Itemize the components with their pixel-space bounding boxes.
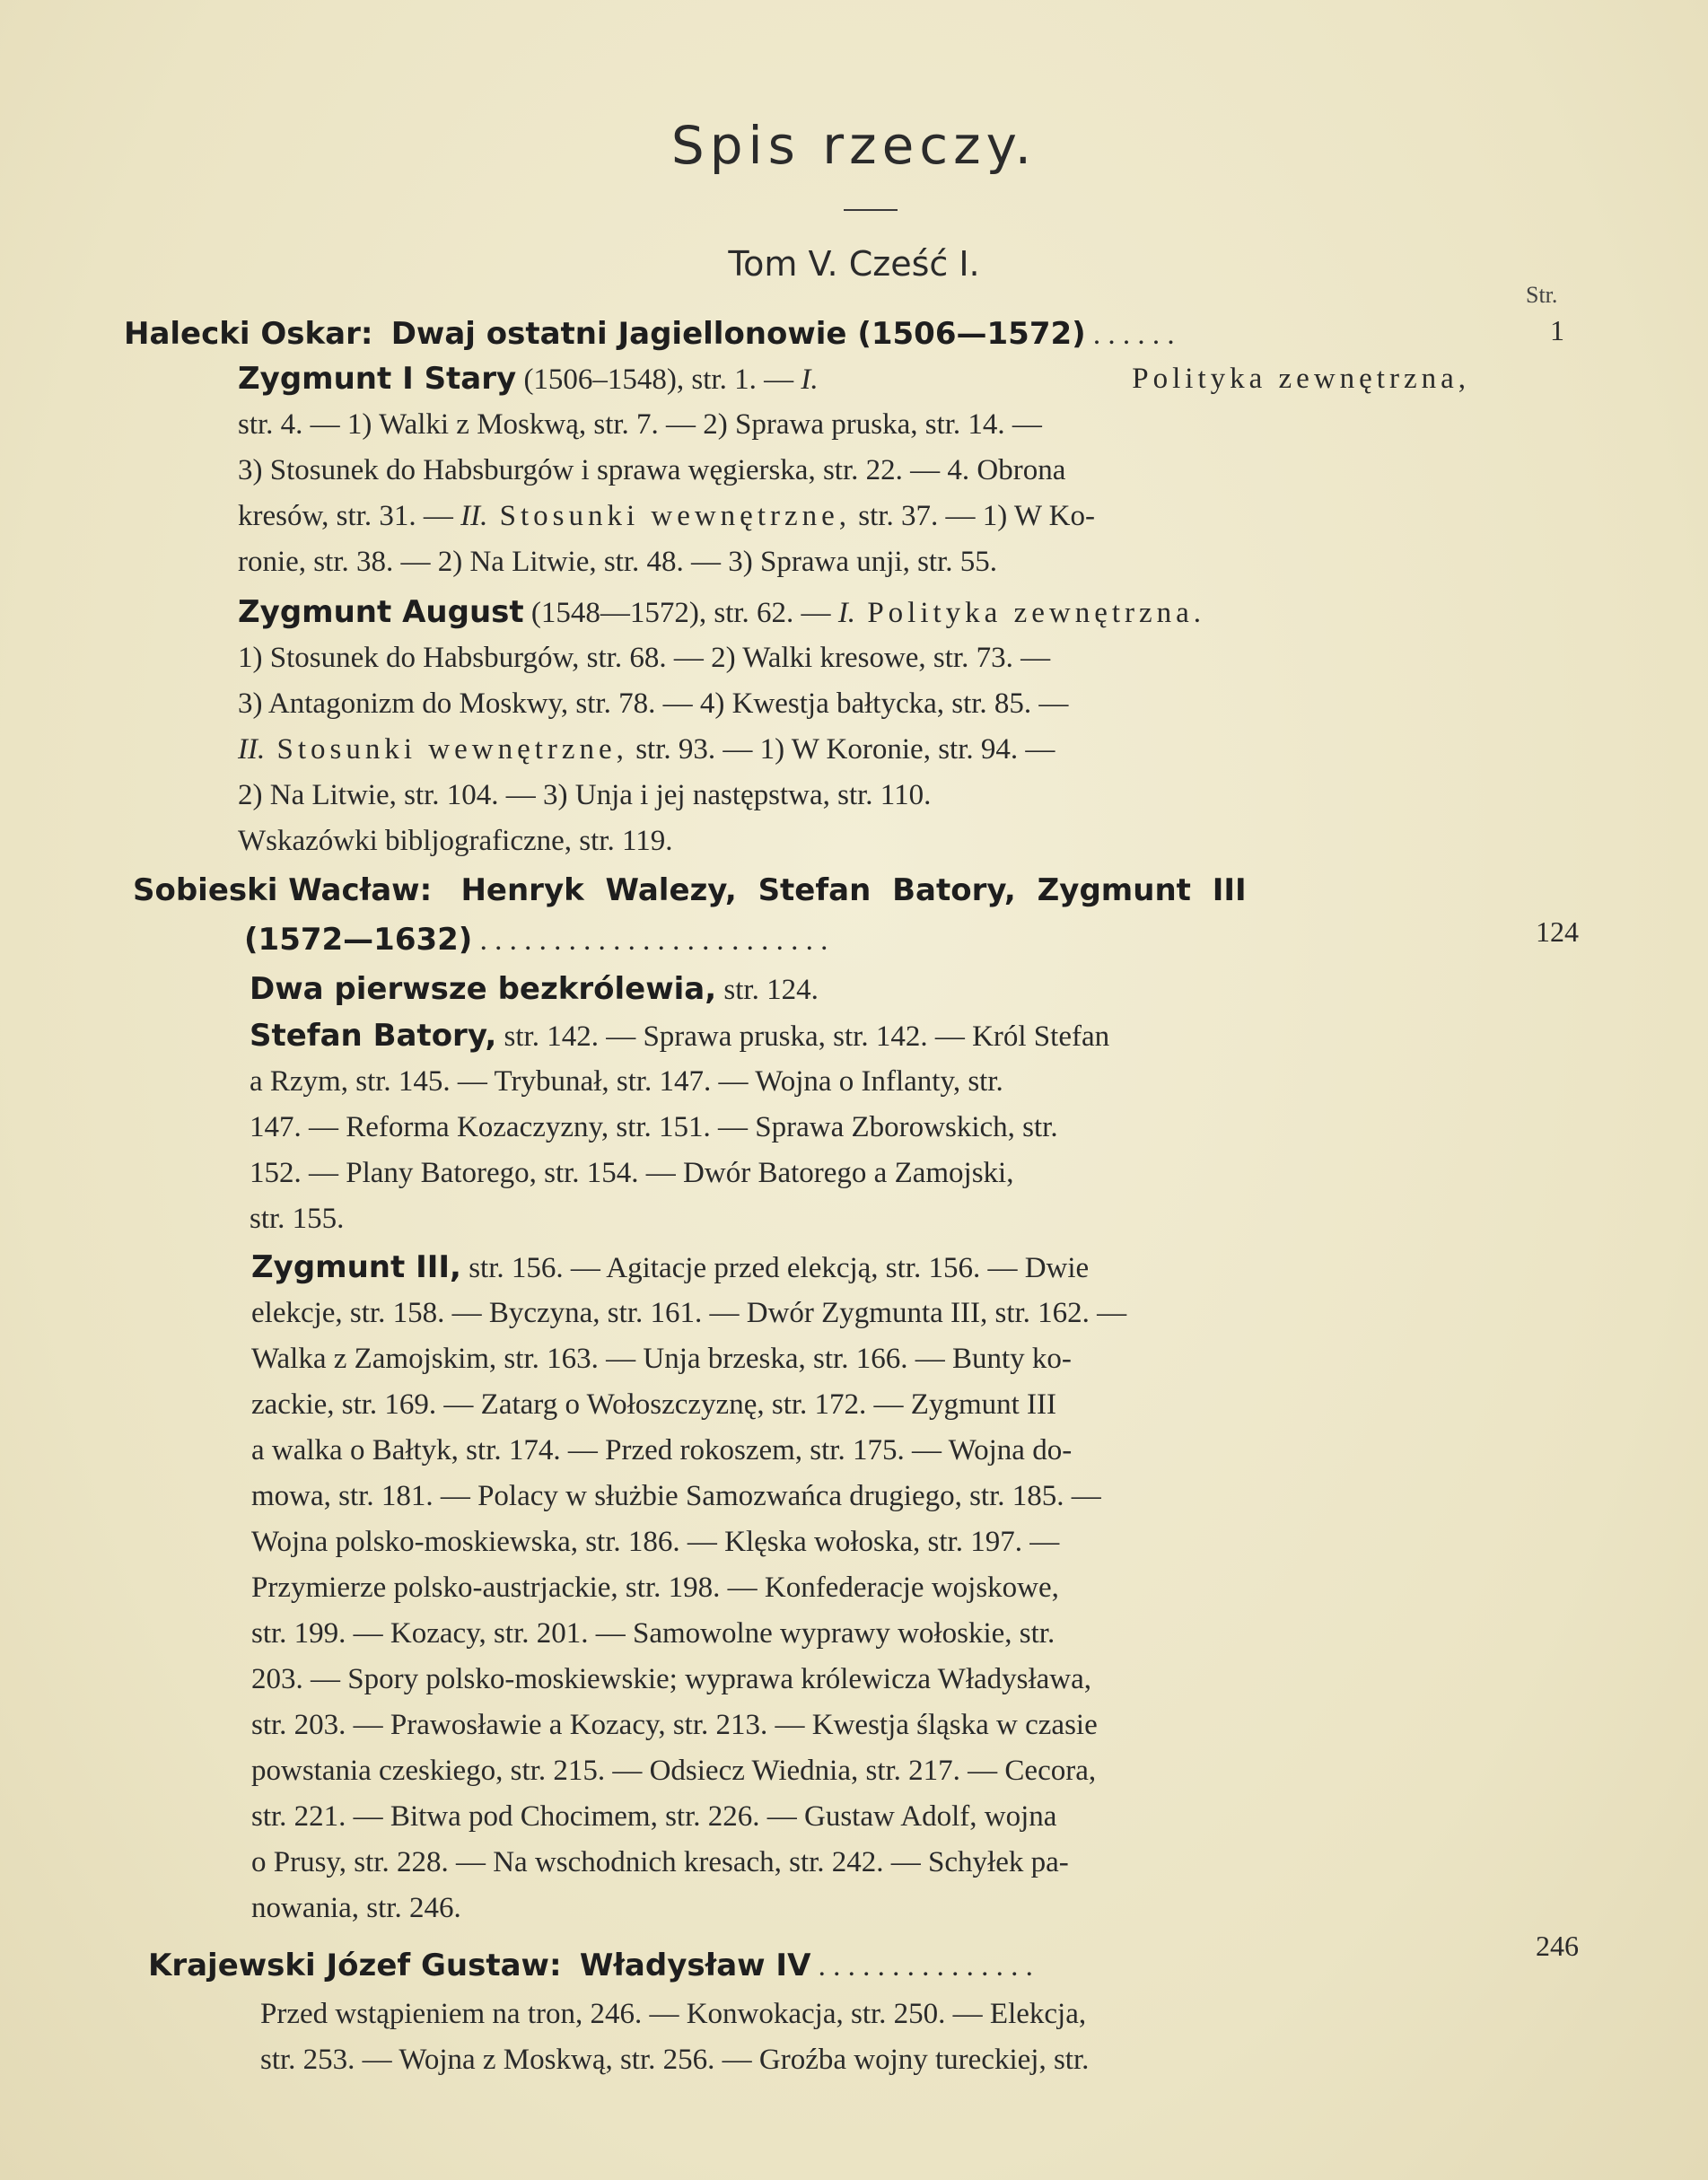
toc-text: (1548—1572), str. 62. — xyxy=(523,597,838,629)
roman-numeral: II. xyxy=(460,500,488,532)
toc-line: 152. — Plany Batorego, str. 154. — Dwór Batorego a Zamojski, xyxy=(250,1157,1014,1189)
toc-text: str. 156. — Agitacje przed elekcją, str. 156. — Dwie xyxy=(460,1252,1090,1284)
roman-numeral: I. xyxy=(801,363,819,396)
toc-line xyxy=(238,592,1470,633)
entry-title-continued: (1572—1632) xyxy=(244,922,473,958)
toc-line: str. 199. — Kozacy, str. 201. — Samowolne wyprawy wołoskie, str. xyxy=(251,1617,1055,1650)
entry-title: Henryk Walezy, Stefan Batory, Zygmunt III xyxy=(460,872,1247,908)
toc-line xyxy=(238,730,1055,769)
section-heading: Zygmunt I Stary xyxy=(238,361,517,397)
toc-line: 3) Antagonizm do Moskwy, str. 78. — 4) Kwestja bałtycka, str. 85. — xyxy=(238,687,1069,720)
toc-line: 3) Stosunek do Habsburgów i sprawa węgierska, str. 22. — 4. Obrona xyxy=(238,454,1066,486)
toc-line xyxy=(244,920,1474,960)
toc-line xyxy=(251,1248,1089,1288)
toc-line: Przed wstąpieniem na tron, 246. — Konwokacja, str. 250. — Elekcja, xyxy=(260,1998,1087,2030)
toc-line: str. 4. — 1) Walki z Moskwą, str. 7. — 2) Sprawa pruska, str. 14. — xyxy=(238,408,1042,441)
toc-text: str. 124. xyxy=(716,974,819,1006)
toc-text: (1506–1548), str. 1. — xyxy=(516,363,801,396)
section-heading: Stefan Batory, xyxy=(250,1018,497,1054)
roman-numeral: II. xyxy=(238,733,266,766)
toc-entry-sobieski xyxy=(133,871,1475,911)
toc-line: ronie, str. 38. — 2) Na Litwie, str. 48. — 3) Sprawa unji, str. 55. xyxy=(238,546,997,578)
toc-line: 203. — Spory polsko-moskiewskie; wyprawa królewicza Władysława, xyxy=(251,1663,1092,1695)
entry-title: Władysław IV xyxy=(579,1948,811,1983)
subsection-heading: Stosunki wewnętrzne, xyxy=(265,733,628,766)
toc-line: 147. — Reforma Kozaczyzny, str. 151. — Sprawa Zborowskich, str. xyxy=(250,1111,1058,1143)
toc-line: a walka o Bałtyk, str. 174. — Przed rokoszem, str. 175. — Wojna do- xyxy=(251,1434,1073,1466)
toc-line: 1) Stosunek do Habsburgów, str. 68. — 2) Walki kresowe, str. 73. — xyxy=(238,642,1051,674)
toc-line: Przymierze polsko-austrjackie, str. 198. — Konfederacje wojskowe, xyxy=(251,1572,1059,1604)
dot-leaders: . . . . . . . . . . . . . . . xyxy=(810,1950,1033,1983)
title-divider xyxy=(844,209,898,211)
section-heading: Dwa pierwsze bezkrólewia, xyxy=(250,971,717,1007)
roman-numeral: I. xyxy=(837,597,856,629)
page-number: 1 xyxy=(1550,314,1564,346)
toc-line: Walka z Zamojskim, str. 163. — Unja brzeska, str. 166. — Bunty ko- xyxy=(251,1343,1072,1375)
section-heading: Zygmunt III, xyxy=(251,1249,461,1285)
dot-leaders: . . . . . . xyxy=(1085,319,1175,351)
page-number: 246 xyxy=(1536,1930,1579,1962)
entry-author: Halecki Oskar: xyxy=(124,316,373,352)
toc-entry-halecki xyxy=(124,314,1470,355)
toc-line: 2) Na Litwie, str. 104. — 3) Unja i jej następstwa, str. 110. xyxy=(238,779,932,811)
toc-line: a Rzym, str. 145. — Trybunał, str. 147. — Wojna o Inflanty, str. xyxy=(250,1065,1003,1098)
entry-title: Dwaj ostatni Jagiellonowie (1506—1572) xyxy=(390,316,1086,352)
toc-line: zackie, str. 169. — Zatarg o Wołoszczyznę, str. 172. — Zygmunt III xyxy=(251,1388,1056,1421)
toc-line xyxy=(250,1016,1109,1056)
subsection-heading: Polityka zewnętrzna, xyxy=(1132,363,1470,395)
toc-line xyxy=(250,969,819,1010)
dot-leaders: . . . . . . . . . . . . . . . . . . . . . . . . xyxy=(472,924,828,957)
toc-line: nowania, str. 246. xyxy=(251,1892,461,1924)
toc-line: o Prusy, str. 228. — Na wschodnich kresach, str. 242. — Schyłek pa- xyxy=(251,1846,1069,1878)
page-title: Spis rzeczy. xyxy=(670,115,1038,176)
toc-line: mowa, str. 181. — Polacy w służbie Samozwańca drugiego, str. 185. — xyxy=(251,1480,1101,1512)
entry-author: Krajewski Józef Gustaw: xyxy=(148,1948,562,1983)
toc-text: str. 93. — 1) W Koronie, str. 94. — xyxy=(627,733,1055,766)
toc-line: Wskazówki bibljograficzne, str. 119. xyxy=(238,825,673,857)
toc-text: str. 142. — Sprawa pruska, str. 142. — Król Stefan xyxy=(496,1020,1110,1053)
toc-line: str. 253. — Wojna z Moskwą, str. 256. — Groźba wojny tureckiej, str. xyxy=(260,2044,1090,2076)
toc-text: str. 37. — 1) W Ko- xyxy=(851,500,1095,532)
subsection-heading: Polityka zewnętrzna. xyxy=(855,597,1206,629)
toc-line: str. 155. xyxy=(250,1203,345,1235)
subsection-heading: Stosunki wewnętrzne, xyxy=(487,500,852,532)
toc-entry-krajewski xyxy=(148,1946,1476,1986)
toc-line: elekcje, str. 158. — Byczyna, str. 161. — Dwór Zygmunta III, str. 162. — xyxy=(251,1297,1127,1329)
toc-line: str. 203. — Prawosławie a Kozacy, str. 213. — Kwestja śląska w czasie xyxy=(251,1709,1098,1741)
entry-author: Sobieski Wacław: xyxy=(133,872,433,908)
toc-line: str. 221. — Bitwa pod Chocimem, str. 226. — Gustaw Adolf, wojna xyxy=(251,1800,1057,1833)
toc-text: kresów, str. 31. — xyxy=(238,500,461,532)
page-number: 124 xyxy=(1536,915,1579,948)
toc-line: Wojna polsko-moskiewska, str. 186. — Klęska wołoska, str. 197. — xyxy=(251,1526,1060,1558)
toc-line xyxy=(238,496,1095,536)
toc-line xyxy=(238,359,1470,399)
section-heading: Zygmunt August xyxy=(238,594,524,630)
toc-line: powstania czeskiego, str. 215. — Odsiecz Wiednia, str. 217. — Cecora, xyxy=(251,1755,1097,1787)
volume-heading: Tom V. Cześć I. xyxy=(728,244,980,284)
page-column-header: Str. xyxy=(1526,282,1558,308)
